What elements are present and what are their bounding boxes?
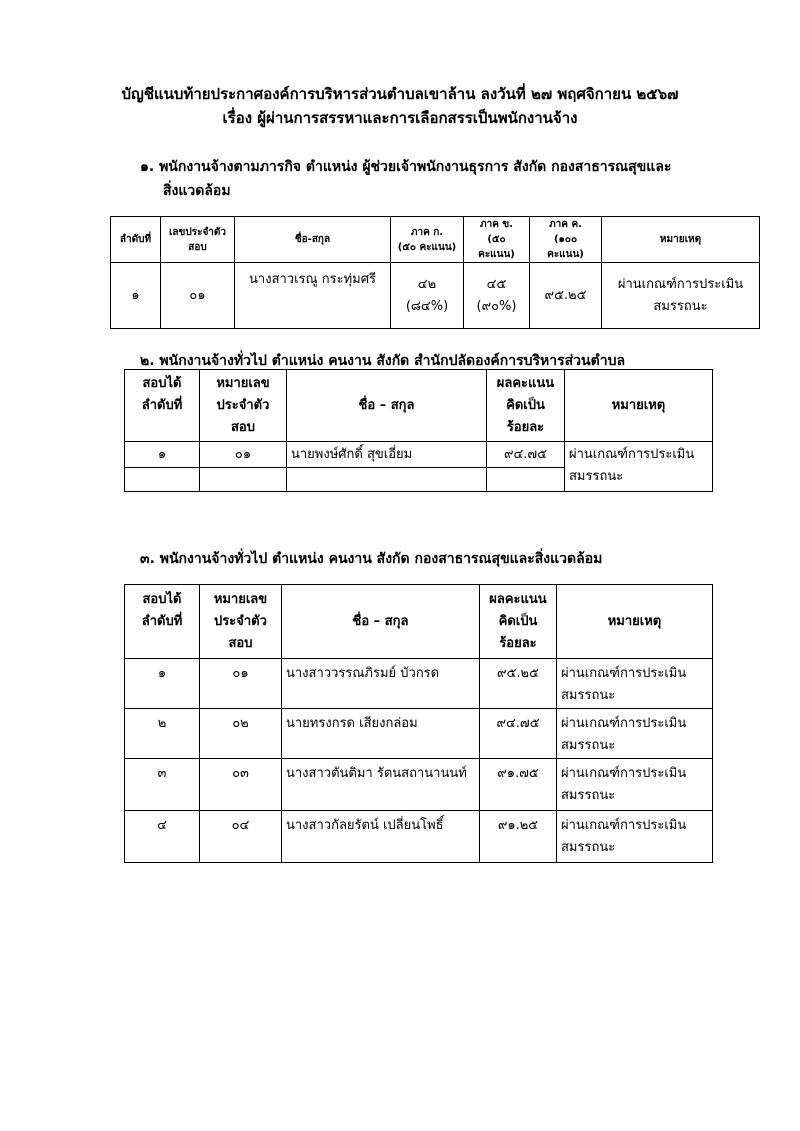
section1-heading-cont: สิ่งแวดล้อม [163, 183, 231, 199]
cell-order: ๑ [125, 442, 200, 468]
table-row [125, 811, 713, 863]
header-order: สอบได้ ลำดับที่ [125, 370, 200, 442]
cell-order: ๔ [125, 811, 200, 863]
cell-part-a: ๔๒ (๘๔%) [391, 263, 464, 329]
cell-score: ๙๑.๒๕ [480, 811, 557, 863]
section2-heading: ๒. พนักงานจ้างทั่วไป ตำแหน่ง คนงาน สังกัด สำนักปลัดองค์การบริหารส่วนตำบล [140, 353, 626, 369]
cell-order: ๒ [125, 709, 200, 759]
table-row [111, 263, 760, 329]
header-score: ผลคะแนน คิดเป็น ร้อยละ [480, 585, 557, 659]
cell-remark: ผ่านเกณฑ์การประเมิน สมรรถนะ [557, 709, 713, 759]
cell-remark: ผ่านเกณฑ์การประเมิน สมรรถนะ [565, 442, 713, 492]
cell-exam-id: ๐๑ [200, 442, 287, 468]
cell-name: นางสาวกัลยรัตน์ เปลี่ยนโพธิ์ [282, 811, 480, 863]
header-part-c: ภาค ค. (๑๐๐ คะแนน) [530, 217, 602, 263]
cell-order: ๓ [125, 759, 200, 811]
document-subject: เรื่อง ผู้ผ่านการสรรหาและการเลือกสรรเป็นพนักงานจ้าง [222, 109, 578, 127]
header-exam-id: หมายเลข ประจำตัว สอบ [200, 370, 287, 442]
header-remark: หมายเหตุ [557, 585, 713, 659]
cell-empty [487, 468, 565, 492]
cell-empty [287, 468, 487, 492]
header-name: ชื่อ – สกุล [287, 370, 487, 442]
table-row [125, 759, 713, 811]
header-part-a: ภาค ก. (๕๐ คะแนน) [391, 217, 464, 263]
cell-score: ๙๔.๗๕ [480, 709, 557, 759]
cell-remark: ผ่านเกณฑ์การประเมิน สมรรถนะ [557, 659, 713, 709]
header-score: ผลคะแนน คิดเป็น ร้อยละ [487, 370, 565, 442]
cell-score: ๙๕.๒๕ [480, 659, 557, 709]
cell-name: นางสาววรรณภิรมย์ บัวกรด [282, 659, 480, 709]
cell-exam-id: ๐๓ [200, 759, 282, 811]
header-name: ชื่อ-สกุล [235, 217, 391, 263]
section1-table [110, 216, 760, 329]
header-exam-id: เลขประจำตัว สอบ [161, 217, 235, 263]
header-exam-id: หมายเลข ประจำตัว สอบ [200, 585, 282, 659]
cell-part-c: ๙๕.๒๕ [530, 263, 602, 329]
cell-name: นางสาวตันติมา รัตนสถานานนท์ [282, 759, 480, 811]
table-row [125, 709, 713, 759]
cell-name: นายพงษ์ศักดิ์ สุขเอี่ยม [287, 442, 487, 468]
cell-remark: ผ่านเกณฑ์การประเมิน สมรรถนะ [557, 811, 713, 863]
table-row [125, 659, 713, 709]
section3-table [124, 584, 713, 863]
header-order: สอบได้ ลำดับที่ [125, 585, 200, 659]
cell-score: ๙๔.๗๕ [487, 442, 565, 468]
cell-remark: ผ่านเกณฑ์การประเมิน สมรรถนะ [557, 759, 713, 811]
table-header-row [111, 217, 760, 263]
cell-name: นางสาวเรณู กระทุ่มศรี [235, 263, 391, 329]
table-row [125, 442, 713, 468]
cell-exam-id: ๐๑ [200, 659, 282, 709]
cell-score: ๙๑.๗๕ [480, 759, 557, 811]
cell-exam-id: ๐๒ [200, 709, 282, 759]
header-part-b: ภาค ข. (๕๐ คะแนน) [464, 217, 530, 263]
section2-table [124, 369, 713, 492]
header-remark: หมายเหตุ [565, 370, 713, 442]
cell-exam-id: ๐๑ [161, 263, 235, 329]
document-title: บัญชีแนบท้ายประกาศองค์การบริหารส่วนตำบลเขาล้าน ลงวันที่ ๒๗ พฤศจิกายน ๒๕๖๗ [121, 85, 679, 103]
cell-name: นายทรงกรด เสียงกล่อม [282, 709, 480, 759]
header-remark: หมายเหตุ [602, 217, 760, 263]
cell-remark: ผ่านเกณฑ์การประเมิน สมรรถนะ [602, 263, 760, 329]
cell-order: ๑ [111, 263, 161, 329]
cell-empty [200, 468, 287, 492]
header-name: ชื่อ – สกุล [282, 585, 480, 659]
section3-heading: ๓. พนักงานจ้างทั่วไป ตำแหน่ง คนงาน สังกัด กองสาธารณสุขและสิ่งแวดล้อม [140, 551, 603, 567]
cell-empty [125, 468, 200, 492]
section1-heading: ๑. พนักงานจ้างตามภารกิจ ตำแหน่ง ผู้ช่วยเจ้าพนักงานธุรการ สังกัด กองสาธารณสุขและ [140, 159, 672, 175]
table-header-row [125, 585, 713, 659]
table-header-row [125, 370, 713, 442]
cell-part-b: ๔๕ (๙๐%) [464, 263, 530, 329]
cell-exam-id: ๐๔ [200, 811, 282, 863]
header-order: ลำดับที่ [111, 217, 161, 263]
cell-order: ๑ [125, 659, 200, 709]
